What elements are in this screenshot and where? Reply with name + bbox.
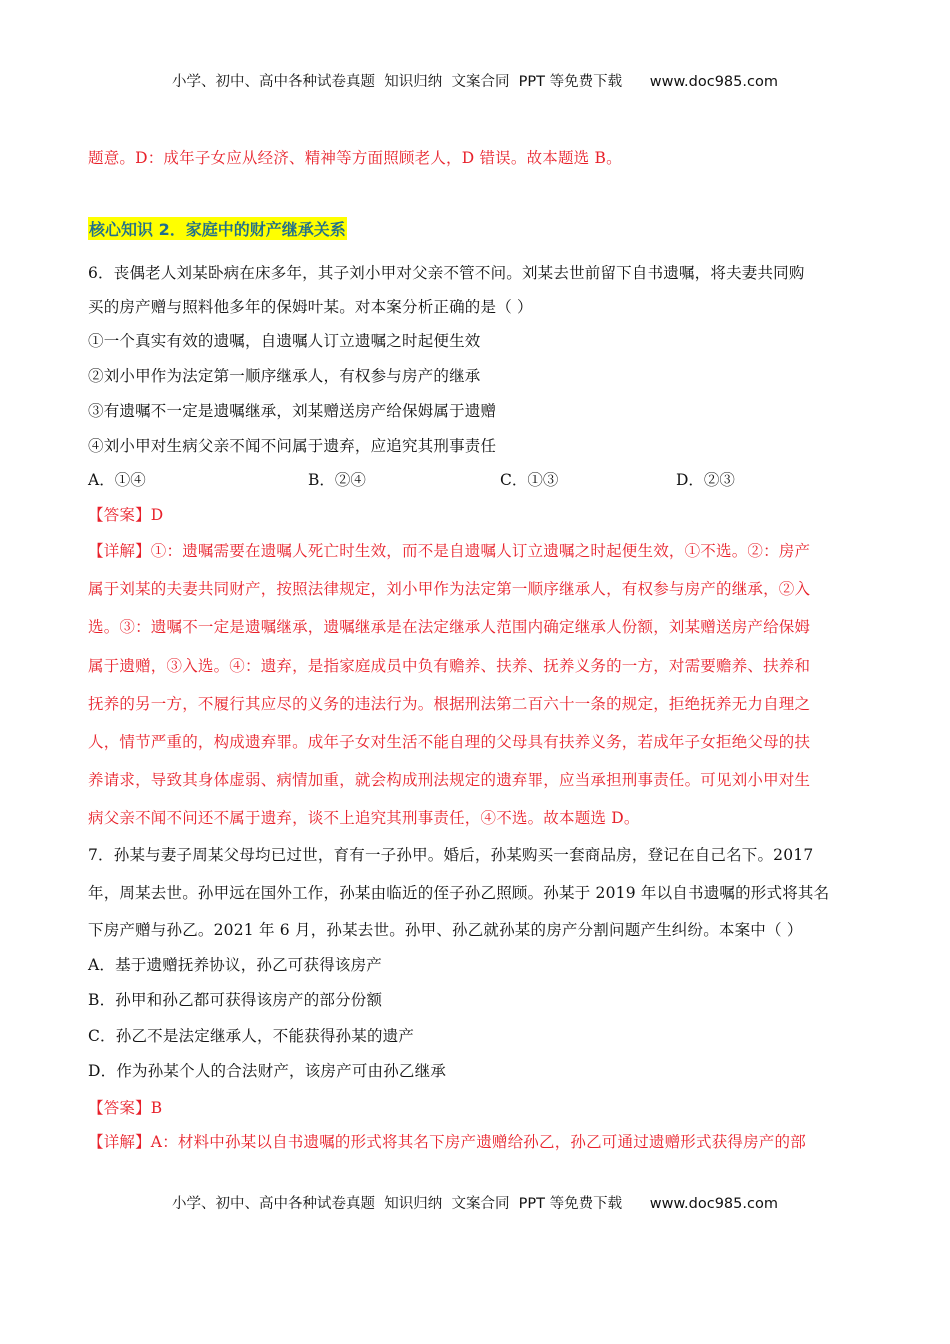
- q7-answer: 【答案】B: [88, 1099, 163, 1117]
- q7-explanation-line-1: 【详解】A：材料中孙某以自书遗嘱的形式将其名下房产遗赠给孙乙，孙乙可通过遗赠形式获得房产的部: [88, 1133, 806, 1151]
- q6-statement-1: ①一个真实有效的遗嘱，自遗嘱人订立遗嘱之时起便生效: [88, 332, 481, 350]
- previous-explanation-tail: 题意。D：成年子女应从经济、精神等方面照顾老人，D 错误。故本题选 B。: [88, 149, 622, 167]
- q6-option-a: A．①④: [88, 471, 146, 489]
- q6-explanation-line-1: 【详解】①：遗嘱需要在遗嘱人死亡时生效，而不是自遗嘱人订立遗嘱之时起便生效，①不选。②：房产: [88, 542, 811, 560]
- q6-statement-3: ③有遗嘱不一定是遗嘱继承，刘某赠送房产给保姆属于遗赠: [88, 402, 497, 420]
- q6-explanation-line-7: 养请求，导致其身体虚弱、病情加重，就会构成刑法规定的遗弃罪，应当承担刑事责任。可见刘小甲对生: [88, 771, 811, 789]
- q7-stem-line-2: 年，周某去世。孙甲远在国外工作，孙某由临近的侄子孙乙照顾。孙某于 2019 年以自书遗嘱的形式将其名: [88, 884, 830, 902]
- q6-statement-4: ④刘小甲对生病父亲不闻不问属于遗弃，应追究其刑事责任: [88, 437, 497, 455]
- q6-explanation-line-6: 人，情节严重的，构成遗弃罪。成年子女对生活不能自理的父母具有扶养义务，若成年子女拒绝父母的扶: [88, 733, 811, 751]
- q6-stem-line-1: 6．丧偶老人刘某卧病在床多年，其子刘小甲对父亲不管不问。刘某去世前留下自书遗嘱，将夫妻共同购: [88, 264, 805, 282]
- q6-explanation-line-5: 抚养的另一方，不履行其应尽的义务的违法行为。根据刑法第二百六十一条的规定，拒绝抚养无力自理之: [88, 695, 811, 713]
- q7-stem-line-1: 7．孙某与妻子周某父母均已过世，育有一子孙甲。婚后，孙某购买一套商品房，登记在自己名下。2017: [88, 846, 814, 864]
- q6-option-b: B．②④: [308, 471, 366, 489]
- q6-answer: 【答案】D: [88, 506, 164, 524]
- q7-option-c: C．孙乙不是法定继承人，不能获得孙某的遗产: [88, 1027, 415, 1045]
- q6-explanation-line-3: 选。③：遗嘱不一定是遗嘱继承，遗嘱继承是在法定继承人范围内确定继承人份额，刘某赠送房产给保姆: [88, 618, 811, 636]
- q6-explanation-line-2: 属于刘某的夫妻共同财产，按照法律规定，刘小甲作为法定第一顺序继承人，有权参与房产的继承，②入: [88, 580, 811, 598]
- q7-option-d: D．作为孙某个人的合法财产，该房产可由孙乙继承: [88, 1062, 447, 1080]
- q6-option-c: C．①③: [500, 471, 559, 489]
- q6-explanation-line-4: 属于遗赠，③入选。④：遗弃，是指家庭成员中负有赡养、扶养、抚养义务的一方，对需要赡养、扶养和: [88, 657, 811, 675]
- q6-statement-2: ②刘小甲作为法定第一顺序继承人，有权参与房产的继承: [88, 367, 481, 385]
- page-header: 小学、初中、高中各种试卷真题 知识归纳 文案合同 PPT 等免费下载 www.doc985.com: [172, 74, 778, 90]
- q6-option-d: D．②③: [676, 471, 735, 489]
- q6-stem-line-2: 买的房产赠与照料他多年的保姆叶某。对本案分析正确的是（ ）: [88, 298, 533, 316]
- q7-option-b: B．孙甲和孙乙都可获得该房产的部分份额: [88, 991, 383, 1009]
- section-heading: 核心知识 2．家庭中的财产继承关系: [88, 217, 347, 240]
- q6-explanation-line-8: 病父亲不闻不问还不属于遗弃，谈不上追究其刑事责任，④不选。故本题选 D。: [88, 809, 640, 827]
- q7-stem-line-3: 下房产赠与孙乙。2021 年 6 月，孙某去世。孙甲、孙乙就孙某的房产分割问题产生纠纷。本案中（ ）: [88, 921, 803, 939]
- page-footer: 小学、初中、高中各种试卷真题 知识归纳 文案合同 PPT 等免费下载 www.doc985.com: [172, 1196, 778, 1212]
- q7-option-a: A．基于遗赠抚养协议，孙乙可获得该房产: [88, 956, 382, 974]
